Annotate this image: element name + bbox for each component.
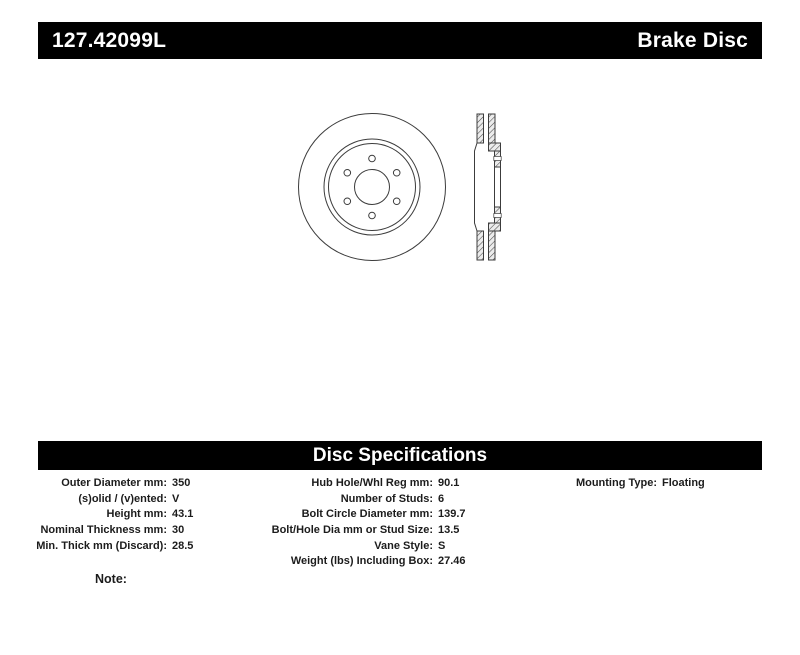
spec-label: (s)olid / (v)ented: xyxy=(78,492,167,505)
part-number: 127.42099L xyxy=(52,28,167,52)
spec-column-left xyxy=(36,476,194,554)
spec-row xyxy=(285,539,466,555)
brake-disc-side-view xyxy=(475,114,502,260)
spec-label: Min. Thick mm (Discard): xyxy=(36,539,167,552)
spec-value: 43.1 xyxy=(172,508,194,521)
brake-disc-front-view xyxy=(299,114,446,261)
spec-value: V xyxy=(172,492,180,505)
header-bar xyxy=(38,22,762,59)
spec-label: Outer Diameter mm: xyxy=(61,477,167,489)
brake-disc-drawing xyxy=(270,95,520,280)
spec-label: Height mm: xyxy=(106,508,167,521)
spec-label: Weight (lbs) Including Box: xyxy=(290,555,433,568)
spec-value: 28.5 xyxy=(172,539,194,552)
spec-row xyxy=(285,492,466,508)
spec-row xyxy=(40,523,193,539)
spec-row xyxy=(560,476,705,492)
spec-value: S xyxy=(438,539,446,552)
spec-column-middle xyxy=(271,476,466,570)
spec-row xyxy=(285,507,466,523)
spec-row xyxy=(40,476,193,492)
spec-value: 30 xyxy=(172,524,185,537)
spec-label: Bolt/Hole Dia mm or Stud Size: xyxy=(271,524,433,537)
spec-value: 90.1 xyxy=(438,477,460,489)
spec-value: Floating xyxy=(662,477,705,489)
note-label: Note: xyxy=(95,572,127,586)
spec-row xyxy=(271,523,466,539)
spec-value: 6 xyxy=(438,492,445,505)
spec-row xyxy=(285,554,466,570)
spec-section-title: Disc Specifications xyxy=(312,444,488,466)
spec-label: Bolt Circle Diameter mm: xyxy=(301,508,433,521)
spec-row xyxy=(40,507,193,523)
spec-label: Mounting Type: xyxy=(575,477,657,489)
spec-row xyxy=(285,476,466,492)
spec-label: Nominal Thickness mm: xyxy=(40,524,167,537)
spec-label: Vane Style: xyxy=(374,539,433,552)
spec-value: 13.5 xyxy=(438,524,460,537)
spec-value: 139.7 xyxy=(438,508,466,521)
spec-value: 27.46 xyxy=(438,555,466,568)
product-name: Brake Disc xyxy=(637,28,748,52)
spec-row xyxy=(36,539,194,555)
spec-value: 350 xyxy=(172,477,191,489)
spec-row xyxy=(40,492,193,508)
spec-section-bar xyxy=(38,441,762,470)
spec-label: Number of Studs: xyxy=(340,492,433,505)
spec-label: Hub Hole/Whl Reg mm: xyxy=(311,477,433,489)
spec-column-right xyxy=(560,476,705,492)
